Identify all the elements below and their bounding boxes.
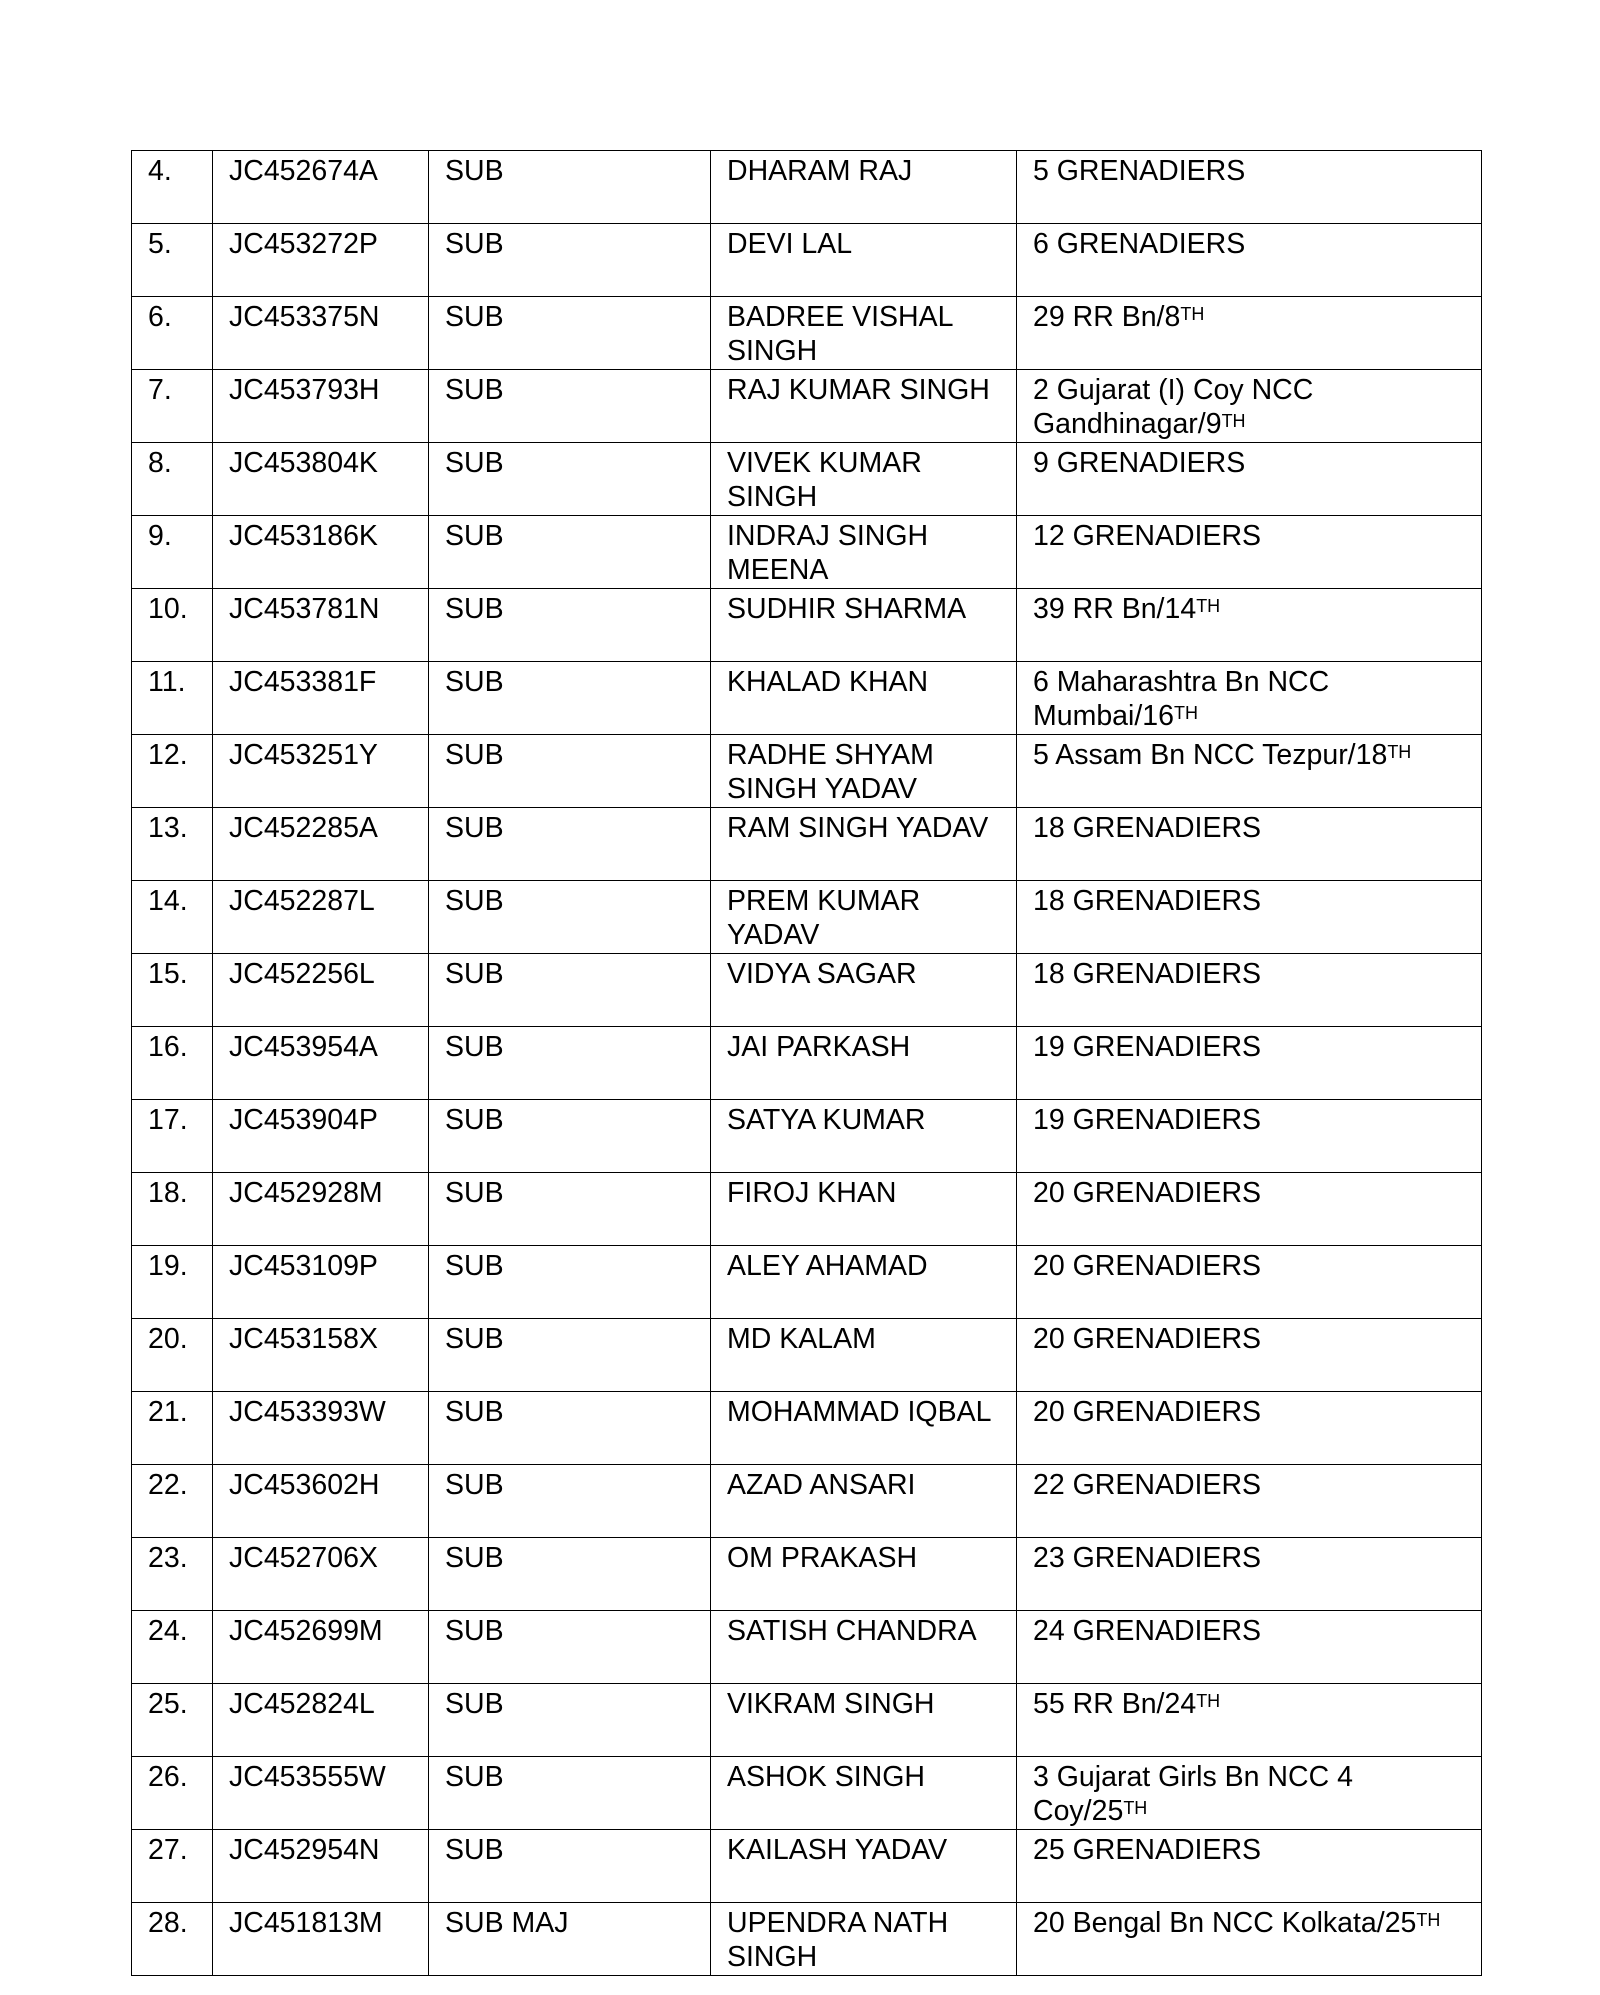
rank-text: SUB [445,447,504,479]
rank-cell [429,1027,711,1100]
serial-number-cell [132,516,213,589]
name-cell [711,1611,1017,1684]
serial-number-text: 6. [148,301,172,333]
rank-text: SUB [445,812,504,844]
serial-number-text: 9. [148,520,172,552]
ordinal-suffix: TH [1196,1690,1221,1711]
table-row [132,1684,1482,1757]
unit-text: 24 GRENADIERS [1033,1615,1262,1647]
table-row [132,370,1482,443]
name-cell [711,297,1017,370]
unit-text: 3 Gujarat Girls Bn NCC 4 Coy/25 [1033,1761,1353,1827]
unit-cell [1017,1173,1482,1246]
table-row [132,151,1482,224]
personal-number-text: JC452256L [229,958,375,990]
serial-number-cell [132,1319,213,1392]
name-text: VIKRAM SINGH [727,1688,935,1720]
rank-text: SUB [445,593,504,625]
unit-text: 39 RR Bn/14 [1033,593,1197,625]
name-text: VIDYA SAGAR [727,958,917,990]
unit-cell [1017,1611,1482,1684]
name-cell [711,808,1017,881]
personal-number-cell [213,1246,429,1319]
personal-number-text: JC453251Y [229,739,378,771]
personal-number-text: JC453954A [229,1031,378,1063]
serial-number-cell [132,1100,213,1173]
name-cell [711,151,1017,224]
personal-number-cell [213,370,429,443]
name-text: ASHOK SINGH [727,1761,925,1793]
serial-number-cell [132,1173,213,1246]
personal-number-cell [213,1319,429,1392]
rank-cell [429,1319,711,1392]
personal-number-cell [213,297,429,370]
rank-cell [429,151,711,224]
personnel-table-body [132,151,1482,1976]
unit-text: 9 GRENADIERS [1033,447,1246,479]
rank-text: SUB [445,1542,504,1574]
unit-cell [1017,443,1482,516]
rank-cell [429,589,711,662]
name-cell [711,1684,1017,1757]
unit-text: 18 GRENADIERS [1033,812,1262,844]
serial-number-text: 26. [148,1761,188,1793]
table-row [132,1173,1482,1246]
rank-text: SUB [445,520,504,552]
personal-number-cell [213,954,429,1027]
serial-number-cell [132,1757,213,1830]
serial-number-text: 23. [148,1542,188,1574]
personal-number-text: JC452285A [229,812,378,844]
rank-text: SUB [445,1396,504,1428]
unit-text: 19 GRENADIERS [1033,1031,1262,1063]
name-cell [711,1465,1017,1538]
rank-text: SUB [445,155,504,187]
serial-number-text: 7. [148,374,172,406]
name-text: BADREE VISHAL SINGH [727,301,953,367]
name-cell [711,1830,1017,1903]
serial-number-text: 13. [148,812,188,844]
personal-number-cell [213,662,429,735]
rank-text: SUB [445,1104,504,1136]
personal-number-text: JC453781N [229,593,380,625]
unit-text: 20 Bengal Bn NCC Kolkata/25 [1033,1907,1417,1939]
serial-number-text: 12. [148,739,188,771]
ordinal-suffix: TH [1173,702,1198,723]
rank-text: SUB [445,1834,504,1866]
name-cell [711,1027,1017,1100]
unit-cell [1017,662,1482,735]
personal-number-text: JC453109P [229,1250,378,1282]
serial-number-cell [132,1465,213,1538]
serial-number-cell [132,1830,213,1903]
unit-text: 2 Gujarat (I) Coy NCC Gandhinagar/9 [1033,374,1314,440]
rank-text: SUB [445,1323,504,1355]
name-cell [711,443,1017,516]
rank-cell [429,1757,711,1830]
table-row [132,954,1482,1027]
rank-cell [429,1538,711,1611]
unit-cell [1017,589,1482,662]
name-text: RADHE SHYAM SINGH YADAV [727,739,934,805]
rank-text: SUB [445,1469,504,1501]
serial-number-text: 19. [148,1250,188,1282]
rank-text: SUB [445,1177,504,1209]
serial-number-text: 16. [148,1031,188,1063]
serial-number-cell [132,808,213,881]
personal-number-text: JC452824L [229,1688,375,1720]
unit-text: 18 GRENADIERS [1033,958,1262,990]
personal-number-text: JC452954N [229,1834,380,1866]
name-text: ALEY AHAMAD [727,1250,928,1282]
personal-number-cell [213,1027,429,1100]
personal-number-cell [213,224,429,297]
personal-number-cell [213,1684,429,1757]
serial-number-cell [132,589,213,662]
rank-cell [429,297,711,370]
personal-number-cell [213,443,429,516]
personal-number-text: JC451813M [229,1907,383,1939]
personal-number-text: JC452287L [229,885,375,917]
name-cell [711,1757,1017,1830]
serial-number-text: 18. [148,1177,188,1209]
serial-number-cell [132,662,213,735]
unit-cell [1017,735,1482,808]
rank-cell [429,808,711,881]
unit-text: 20 GRENADIERS [1033,1177,1262,1209]
name-text: SATYA KUMAR [727,1104,926,1136]
serial-number-text: 10. [148,593,188,625]
serial-number-cell [132,1392,213,1465]
name-cell [711,516,1017,589]
serial-number-cell [132,1903,213,1976]
personal-number-cell [213,1538,429,1611]
serial-number-text: 20. [148,1323,188,1355]
serial-number-cell [132,370,213,443]
personal-number-cell [213,1392,429,1465]
unit-cell [1017,954,1482,1027]
table-row [132,1830,1482,1903]
ordinal-suffix: TH [1180,303,1205,324]
unit-cell [1017,151,1482,224]
unit-cell [1017,1830,1482,1903]
rank-text: SUB [445,1615,504,1647]
unit-cell [1017,370,1482,443]
name-cell [711,1173,1017,1246]
table-row [132,1757,1482,1830]
unit-text: 29 RR Bn/8 [1033,301,1181,333]
serial-number-cell [132,1246,213,1319]
personal-number-cell [213,1611,429,1684]
table-row [132,516,1482,589]
table-row [132,1100,1482,1173]
unit-text: 6 GRENADIERS [1033,228,1246,260]
personal-number-cell [213,516,429,589]
serial-number-cell [132,881,213,954]
name-cell [711,1100,1017,1173]
unit-text: 12 GRENADIERS [1033,520,1262,552]
rank-text: SUB MAJ [445,1907,569,1939]
personal-number-text: JC453904P [229,1104,378,1136]
name-text: KAILASH YADAV [727,1834,948,1866]
table-row [132,662,1482,735]
name-text: AZAD ANSARI [727,1469,916,1501]
personnel-table [131,150,1482,1976]
rank-cell [429,443,711,516]
name-text: JAI PARKASH [727,1031,911,1063]
rank-cell [429,881,711,954]
serial-number-cell [132,1538,213,1611]
table-row [132,1319,1482,1392]
serial-number-text: 17. [148,1104,188,1136]
serial-number-text: 21. [148,1396,188,1428]
personal-number-cell [213,1465,429,1538]
rank-text: SUB [445,1761,504,1793]
personal-number-text: JC452706X [229,1542,378,1574]
personal-number-cell [213,1173,429,1246]
personal-number-cell [213,1830,429,1903]
unit-text: 20 GRENADIERS [1033,1396,1262,1428]
name-text: RAJ KUMAR SINGH [727,374,990,406]
name-text: INDRAJ SINGH MEENA [727,520,929,586]
rank-text: SUB [445,958,504,990]
name-cell [711,1246,1017,1319]
personal-number-text: JC453793H [229,374,380,406]
unit-cell [1017,297,1482,370]
rank-cell [429,1830,711,1903]
name-text: RAM SINGH YADAV [727,812,989,844]
name-text: MD KALAM [727,1323,876,1355]
personal-number-text: JC453272P [229,228,378,260]
unit-cell [1017,1465,1482,1538]
unit-text: 20 GRENADIERS [1033,1323,1262,1355]
name-text: DEVI LAL [727,228,853,260]
name-cell [711,224,1017,297]
serial-number-text: 5. [148,228,172,260]
rank-text: SUB [445,739,504,771]
serial-number-text: 27. [148,1834,188,1866]
name-text: FIROJ KHAN [727,1177,897,1209]
personal-number-cell [213,589,429,662]
name-text: OM PRAKASH [727,1542,918,1574]
rank-text: SUB [445,1031,504,1063]
serial-number-text: 25. [148,1688,188,1720]
serial-number-text: 14. [148,885,188,917]
serial-number-text: 15. [148,958,188,990]
name-text: VIVEK KUMAR SINGH [727,447,922,513]
personal-number-cell [213,808,429,881]
unit-cell [1017,1100,1482,1173]
unit-text: 23 GRENADIERS [1033,1542,1262,1574]
rank-text: SUB [445,666,504,698]
personal-number-text: JC453186K [229,520,378,552]
name-text: UPENDRA NATH SINGH [727,1907,949,1973]
ordinal-suffix: TH [1387,741,1412,762]
unit-cell [1017,1757,1482,1830]
serial-number-cell [132,224,213,297]
table-row [132,1538,1482,1611]
rank-cell [429,735,711,808]
serial-number-text: 28. [148,1907,188,1939]
name-cell [711,1538,1017,1611]
name-cell [711,370,1017,443]
name-text: SATISH CHANDRA [727,1615,977,1647]
personal-number-cell [213,735,429,808]
serial-number-cell [132,1611,213,1684]
table-row [132,1392,1482,1465]
rank-text: SUB [445,374,504,406]
serial-number-cell [132,735,213,808]
table-row [132,1465,1482,1538]
rank-text: SUB [445,1250,504,1282]
unit-cell [1017,224,1482,297]
personal-number-cell [213,151,429,224]
rank-cell [429,1611,711,1684]
name-cell [711,589,1017,662]
table-row [132,297,1482,370]
rank-cell [429,224,711,297]
serial-number-cell [132,443,213,516]
personal-number-text: JC453381F [229,666,377,698]
personal-number-text: JC453158X [229,1323,378,1355]
rank-cell [429,516,711,589]
name-text: PREM KUMAR YADAV [727,885,921,951]
personal-number-text: JC453393W [229,1396,386,1428]
unit-cell [1017,1684,1482,1757]
name-cell [711,1319,1017,1392]
ordinal-suffix: TH [1221,410,1246,431]
serial-number-text: 4. [148,155,172,187]
personal-number-cell [213,1903,429,1976]
serial-number-text: 24. [148,1615,188,1647]
serial-number-cell [132,954,213,1027]
unit-text: 22 GRENADIERS [1033,1469,1262,1501]
name-text: DHARAM RAJ [727,155,913,187]
rank-cell [429,1100,711,1173]
unit-text: 55 RR Bn/24 [1033,1688,1197,1720]
name-text: MOHAMMAD IQBAL [727,1396,992,1428]
unit-text: 18 GRENADIERS [1033,885,1262,917]
personal-number-cell [213,1757,429,1830]
personal-number-text: JC453602H [229,1469,380,1501]
personal-number-cell [213,1100,429,1173]
name-cell [711,881,1017,954]
unit-text: 5 Assam Bn NCC Tezpur/18 [1033,739,1388,771]
unit-text: 6 Maharashtra Bn NCC Mumbai/16 [1033,666,1330,732]
unit-cell [1017,1538,1482,1611]
ordinal-suffix: TH [1196,595,1221,616]
serial-number-cell [132,1027,213,1100]
unit-cell [1017,1319,1482,1392]
table-row [132,443,1482,516]
serial-number-text: 11. [148,666,186,698]
serial-number-cell [132,151,213,224]
personal-number-text: JC453375N [229,301,380,333]
name-cell [711,735,1017,808]
name-cell [711,1392,1017,1465]
serial-number-text: 22. [148,1469,188,1501]
unit-cell [1017,516,1482,589]
rank-cell [429,1684,711,1757]
personal-number-cell [213,881,429,954]
unit-text: 5 GRENADIERS [1033,155,1246,187]
serial-number-text: 8. [148,447,172,479]
rank-cell [429,1903,711,1976]
serial-number-cell [132,297,213,370]
table-row [132,1611,1482,1684]
rank-text: SUB [445,885,504,917]
rank-cell [429,1173,711,1246]
unit-cell [1017,1903,1482,1976]
personal-number-text: JC452928M [229,1177,383,1209]
unit-text: 19 GRENADIERS [1033,1104,1262,1136]
name-text: SUDHIR SHARMA [727,593,967,625]
personal-number-text: JC452674A [229,155,378,187]
rank-cell [429,954,711,1027]
name-cell [711,1903,1017,1976]
personal-number-text: JC453555W [229,1761,386,1793]
personal-number-text: JC452699M [229,1615,383,1647]
ordinal-suffix: TH [1123,1797,1148,1818]
personal-number-text: JC453804K [229,447,378,479]
table-row [132,589,1482,662]
rank-text: SUB [445,228,504,260]
rank-text: SUB [445,301,504,333]
unit-text: 25 GRENADIERS [1033,1834,1262,1866]
rank-cell [429,1465,711,1538]
rank-cell [429,662,711,735]
name-text: KHALAD KHAN [727,666,929,698]
table-row [132,1246,1482,1319]
serial-number-cell [132,1684,213,1757]
unit-cell [1017,1246,1482,1319]
rank-cell [429,1246,711,1319]
rank-text: SUB [445,1688,504,1720]
table-row [132,735,1482,808]
rank-cell [429,1392,711,1465]
table-row [132,224,1482,297]
table-row [132,1027,1482,1100]
name-cell [711,954,1017,1027]
table-row [132,1903,1482,1976]
unit-cell [1017,1392,1482,1465]
unit-cell [1017,881,1482,954]
rank-cell [429,370,711,443]
table-row [132,808,1482,881]
name-cell [711,662,1017,735]
unit-cell [1017,808,1482,881]
ordinal-suffix: TH [1416,1909,1441,1930]
table-row [132,881,1482,954]
unit-text: 20 GRENADIERS [1033,1250,1262,1282]
unit-cell [1017,1027,1482,1100]
